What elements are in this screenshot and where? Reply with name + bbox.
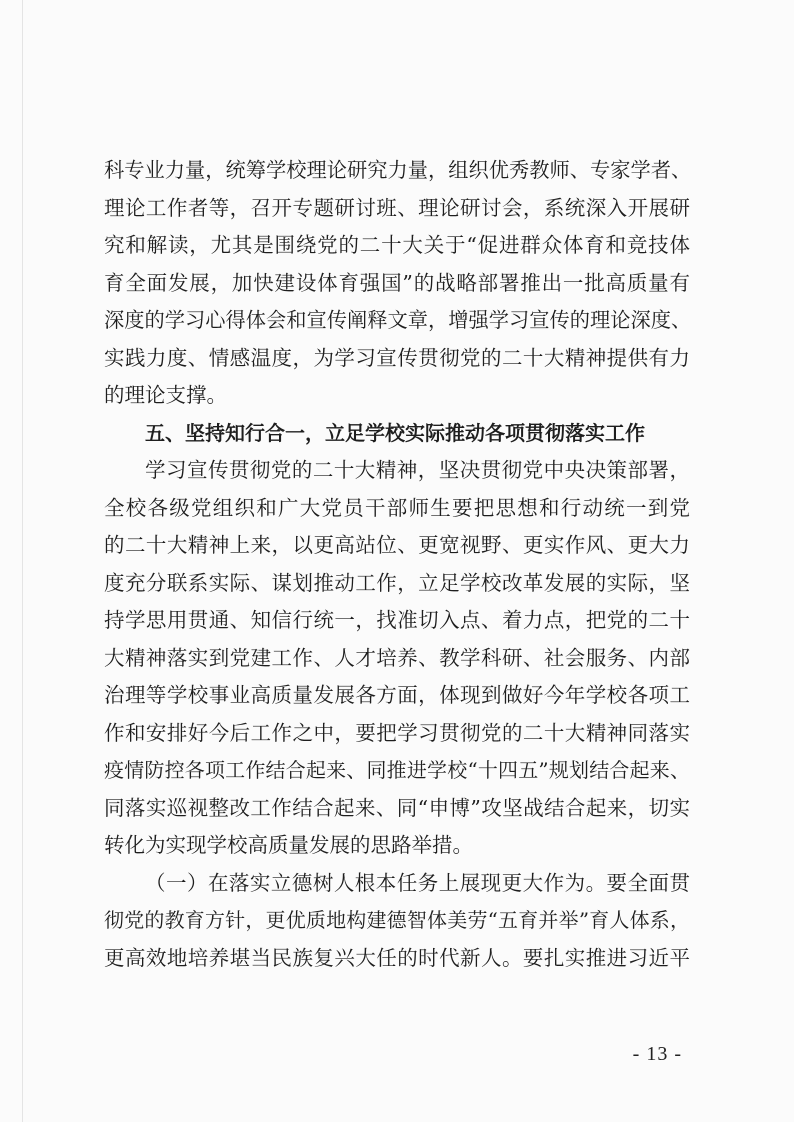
text-line: 深度的学习心得体会和宣传阐释文章，增强学习宣传的理论深度、 [104, 308, 692, 332]
text-line: 同落实巡视整改工作结合起来、同“申博”攻坚战结合起来，切实 [104, 795, 690, 820]
text-line: （一）在落实立德树人根本任务上展现更大作为。要全面贯 [145, 870, 690, 895]
text-line: 大精神落实到党建工作、人才培养、教学科研、社会服务、内部 [104, 645, 690, 670]
text-line: 持学思用贯通、知信行统一，找准切入点、着力点，把党的二十 [104, 608, 690, 632]
section-heading: 五、坚持知行合一，立足学校实际推动各项贯彻落实工作 [145, 420, 645, 445]
text-line: 全校各级党组织和广大党员干部师生要把思想和行动统一到党 [104, 495, 690, 520]
text-line: 更高效地培养堪当民族复兴大任的时代新人。要扎实推进习近平 [104, 945, 690, 970]
text-line: 育全面发展，加快建设体育强国”的战略部署推出一批高质量有 [104, 270, 690, 295]
text-line: 的二十大精神上来，以更高站位、更宽视野、更实作风、更大力 [104, 533, 690, 557]
text-line: 理论工作者等，召开专题研讨班、理论研讨会，系统深入开展研 [104, 195, 690, 220]
text-line: 究和解读，尤其是围绕党的二十大关于“促进群众体育和竞技体 [104, 233, 690, 257]
text-line: 的理论支撑。 [104, 383, 227, 407]
text-line: 度充分联系实际、谋划推动工作，立足学校改革发展的实际，坚 [104, 570, 690, 595]
text-line: 治理等学校事业高质量发展各方面，体现到做好今年学校各项工 [104, 683, 690, 707]
text-line: 科专业力量，统筹学校理论研究力量，组织优秀教师、专家学者、 [104, 158, 692, 182]
text-line: 转化为实现学校高质量发展的思路举措。 [104, 833, 473, 857]
text-line: 学习宣传贯彻党的二十大精神，坚决贯彻党中央决策部署， [145, 458, 690, 482]
text-line: 彻党的教育方针，更优质地构建德智体美劳“五育并举”育人体系， [104, 908, 690, 932]
body-text [104, 152, 690, 977]
text-line: 作和安排好今后工作之中，要把学习贯彻党的二十大精神同落实 [104, 720, 690, 745]
page-number: - 13 - [632, 1043, 682, 1065]
binding-edge [22, 0, 23, 1122]
text-line: 实践力度、情感温度，为学习宣传贯彻党的二十大精神提供有力 [104, 345, 690, 370]
text-line: 疫情防控各项工作结合起来、同推进学校“十四五”规划结合起来、 [104, 758, 690, 782]
